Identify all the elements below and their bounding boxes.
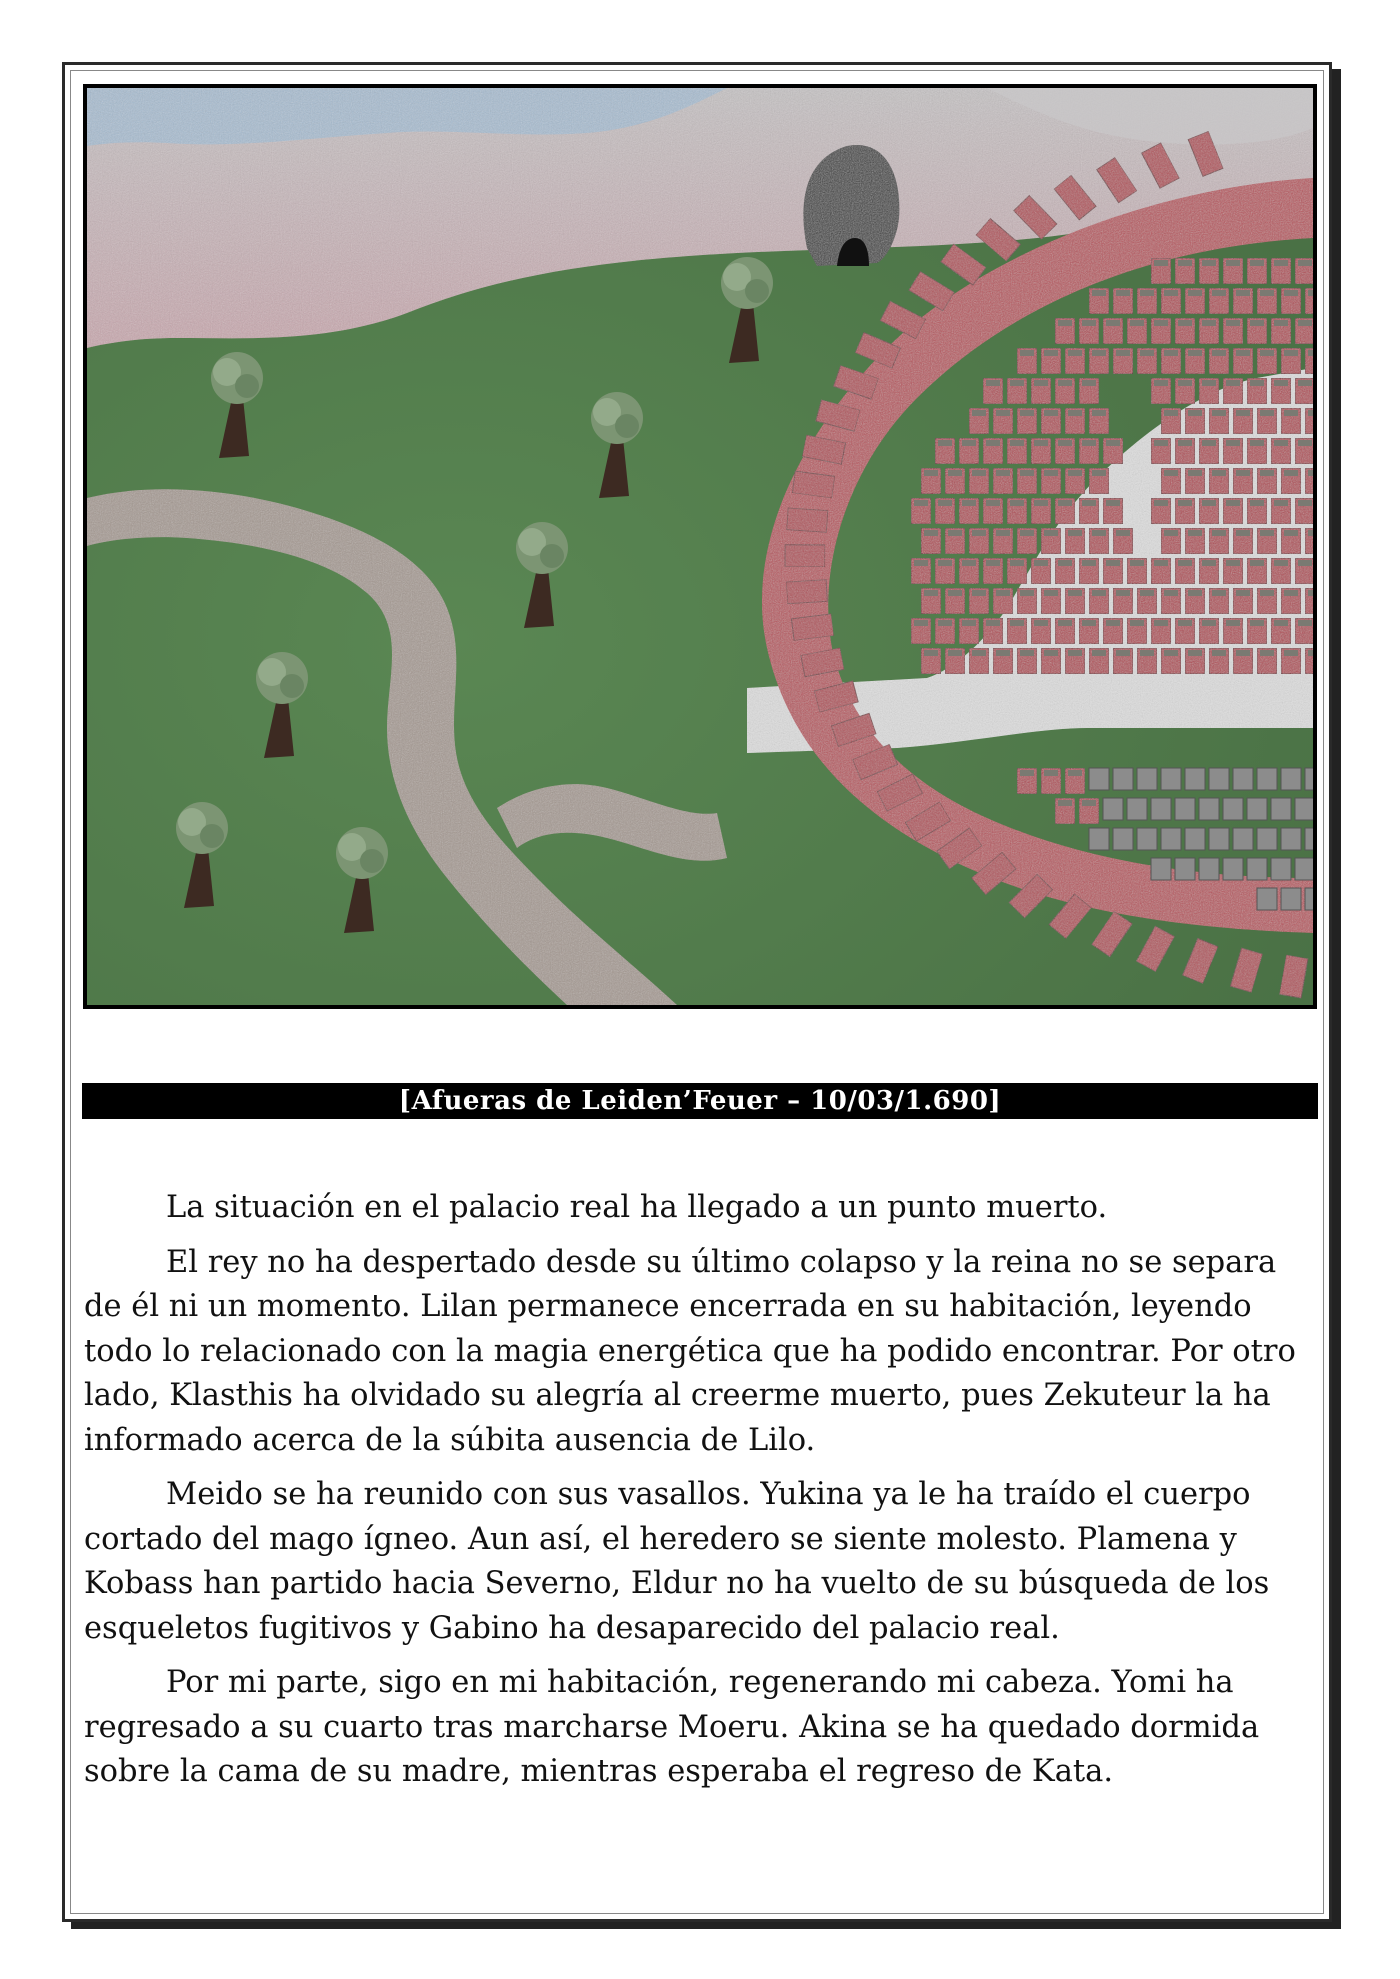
paragraph: La situación en el palacio real ha llegado a un punto muerto. [166, 1190, 1108, 1225]
body-text [84, 1186, 1318, 1805]
paragraph: Meido se ha reunido con sus vasallos. Yukina ya le ha traído el cuerpo cortado del mago ígneo. Aun así, el heredero se siente molesto. Plamena y Kobass han partido hacia Severno, Eldur no ha vuelto de su búsqueda de los esqueletos fugitivos y Gabino ha desaparecido del palacio real. [84, 1477, 1270, 1646]
paragraph: Por mi parte, sigo en mi habitación, regenerando mi cabeza. Yomi ha regresado a su cuarto tras marcharse Moeru. Akina se ha quedado dormida sobre la cama de su madre, mientras esperaba el regreso de Kata. [84, 1665, 1260, 1789]
map-illustration [83, 84, 1317, 1009]
paragraph: El rey no ha despertado desde su último colapso y la reina no se separa de él ni un momento. Lilan permanece encerrada en su habitación, leyendo todo lo relacionado con la magia energética que ha podido encontrar. Por otro lado, Klasthis ha olvidado su alegría al creerme muerto, pues Zekuteur la ha informado acerca de la súbita ausencia de Lilo. [84, 1244, 1296, 1458]
map-svg [87, 88, 1313, 1005]
location-date-caption: [Afueras de Leiden’Feuer – 10/03/1.690] [82, 1083, 1318, 1119]
